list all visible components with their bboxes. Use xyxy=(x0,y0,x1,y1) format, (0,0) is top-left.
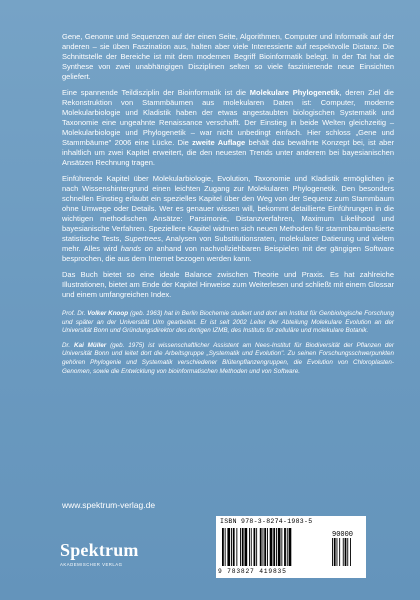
barcode-bar xyxy=(260,528,262,566)
barcode-bar xyxy=(251,528,252,566)
publisher-logo xyxy=(60,540,160,572)
barcode-bar xyxy=(225,528,226,566)
barcode-bar xyxy=(270,528,273,566)
blurb-text xyxy=(62,32,394,382)
ean-number: 9 783827 419835 xyxy=(218,568,287,575)
isbn-number: ISBN 978-3-8274-1983-5 xyxy=(220,518,313,525)
paragraph-chapters: Einführende Kapitel über Molekularbiologie, Evolution, Taxonomie und Kladistik ermöglichen je nach Wissenshintergrund einen leichten Zugang zur Molekularen Phylogenetik. Den besonders schnellen Einstieg erlaubt ein spezielles Kapitel über den Weg von der Sequenz zum Stammbaum ohne Umwege oder Details. Wer es genauer wissen will, bekommt detaillierte Einführungen in die wichtigen methodischen Ansätze: Parsimonie, Distanzverfahren, Maximum Likelihood und bayesianische Verfahren. Speziellere Kapitel widmen sich neuen Methoden für stammbaumbasierte statistische Tests, Supertrees, Analysen von Substitutionsraten, molekularer Datierung und vielem mehr. Alles wird hands on anhand von nachvollziehbaren Beispielen mit der gängigen Software besprochen, die aus dem Internet bezogen werden kann. xyxy=(62,174,394,263)
paragraph-intro: Gene, Genome und Sequenzen auf der einen Seite, Algorithmen, Computer und Informatik auf der anderen – sie üben Faszination aus, halten aber viele Interessierte auf respektvolle Distanz. Die Schnittstelle der Bereiche ist mit dem modernen Begriff Bioinformatik belegt. In der Tat hat die Synthese von zwei unabhängigen Disziplinen selten so viele faszinierende neue Einsichten geliefert. xyxy=(62,32,394,81)
barcode-bar xyxy=(233,528,235,566)
barcode-bar xyxy=(263,528,264,566)
price-code: 90000 xyxy=(332,531,354,539)
barcode-bar xyxy=(254,528,256,566)
barcode-bar xyxy=(289,528,292,566)
barcode-bar xyxy=(256,528,257,566)
price-bar xyxy=(345,538,347,566)
price-bar xyxy=(350,538,351,566)
barcode-bar xyxy=(273,528,275,566)
price-bar xyxy=(347,538,348,566)
barcode-bar xyxy=(281,528,282,566)
paragraph-summary: Das Buch bietet so eine ideale Balance zwischen Theorie und Praxis. Es hat zahlreiche Illustrationen, bietet am Ende der Kapitel Hinweise zum Weiterlesen und schließt mit einem Glossar und einem umfangreichen Index. xyxy=(62,270,394,299)
price-bar xyxy=(339,538,340,566)
price-bar xyxy=(337,538,338,566)
publisher-website-link[interactable]: www.spektrum-verlag.de xyxy=(62,500,156,510)
barcode-bars xyxy=(220,528,362,566)
barcode xyxy=(216,516,366,578)
barcode-bar xyxy=(240,528,241,566)
barcode-bar xyxy=(249,528,250,566)
paragraph-phylogenetics: Eine spannende Teildisziplin der Bioinformatik ist die Molekulare Phylogenetik, deren Ziel die Rekonstruktion von Stammbäumen aus molekularen Daten ist: Computer, moderne Molekularbiologie und Kladistik haben der etwas angestaubten biologischen Systematik und Taxonomie eine ungeahnte Renaissance verschafft. Der Einstieg in beide Welten gleichzeitig – Molekularbiologie und Phylogenetik – war nicht unbedingt einfach. Hier schloss „Gene und Stammbäume" 2006 eine Lücke. Die zweite Auflage behält das bewährte Konzept bei, ist aber inhaltlich um zwei Kapitel erweitert, die den neuesten Trends unter anderem bei bayesianischen Ansätzen Rechnung tragen. xyxy=(62,88,394,167)
barcode-bar xyxy=(222,528,224,566)
barcode-bar xyxy=(267,528,268,566)
barcode-bar xyxy=(287,528,288,566)
barcode-bar xyxy=(245,528,248,566)
price-bar xyxy=(334,538,336,566)
barcode-bar xyxy=(284,528,286,566)
barcode-bar xyxy=(278,528,281,566)
barcode-bar xyxy=(236,528,237,566)
price-bar xyxy=(332,538,333,566)
barcode-bar xyxy=(231,528,232,566)
publisher-subline: AKADEMISCHER VERLAG xyxy=(60,562,123,567)
barcode-bar xyxy=(264,528,266,566)
author-bio-knoop: Prof. Dr. Volker Knoop (geb. 1963) hat in Berlin Biochemie studiert und dort am Institut für Genbiologische Forschung und später an der Universität Ulm gearbeitet. Er ist seit 2002 Leiter der Abteilung Molekulare Evolution an der Universität Bonn und Gründungsdirektor des dortigen IZMB, des Instituts für zelluläre und molekulare Botanik. xyxy=(62,310,394,335)
author-bio-mueller: Dr. Kai Müller (geb. 1975) ist wissenschaftlicher Assistent am Nees-Institut für Biodiversität der Pflanzen der Universität Bonn und leitet dort die Arbeitsgruppe „Systematik und Evolution". Zu seinen Forschungsschwerpunkten gehören Phylogenie und Systematik verschiedener Blütenpflanzengruppen, die Evolution von Chloroplasten-Genomen, sowie die Entwicklung von bioinformatischen Methoden und von Software. xyxy=(62,341,395,375)
price-bar xyxy=(343,538,344,566)
barcode-bar xyxy=(242,528,244,566)
publisher-name: Spektrum xyxy=(60,540,139,560)
barcode-bar xyxy=(227,528,230,566)
barcode-bar xyxy=(276,528,277,566)
